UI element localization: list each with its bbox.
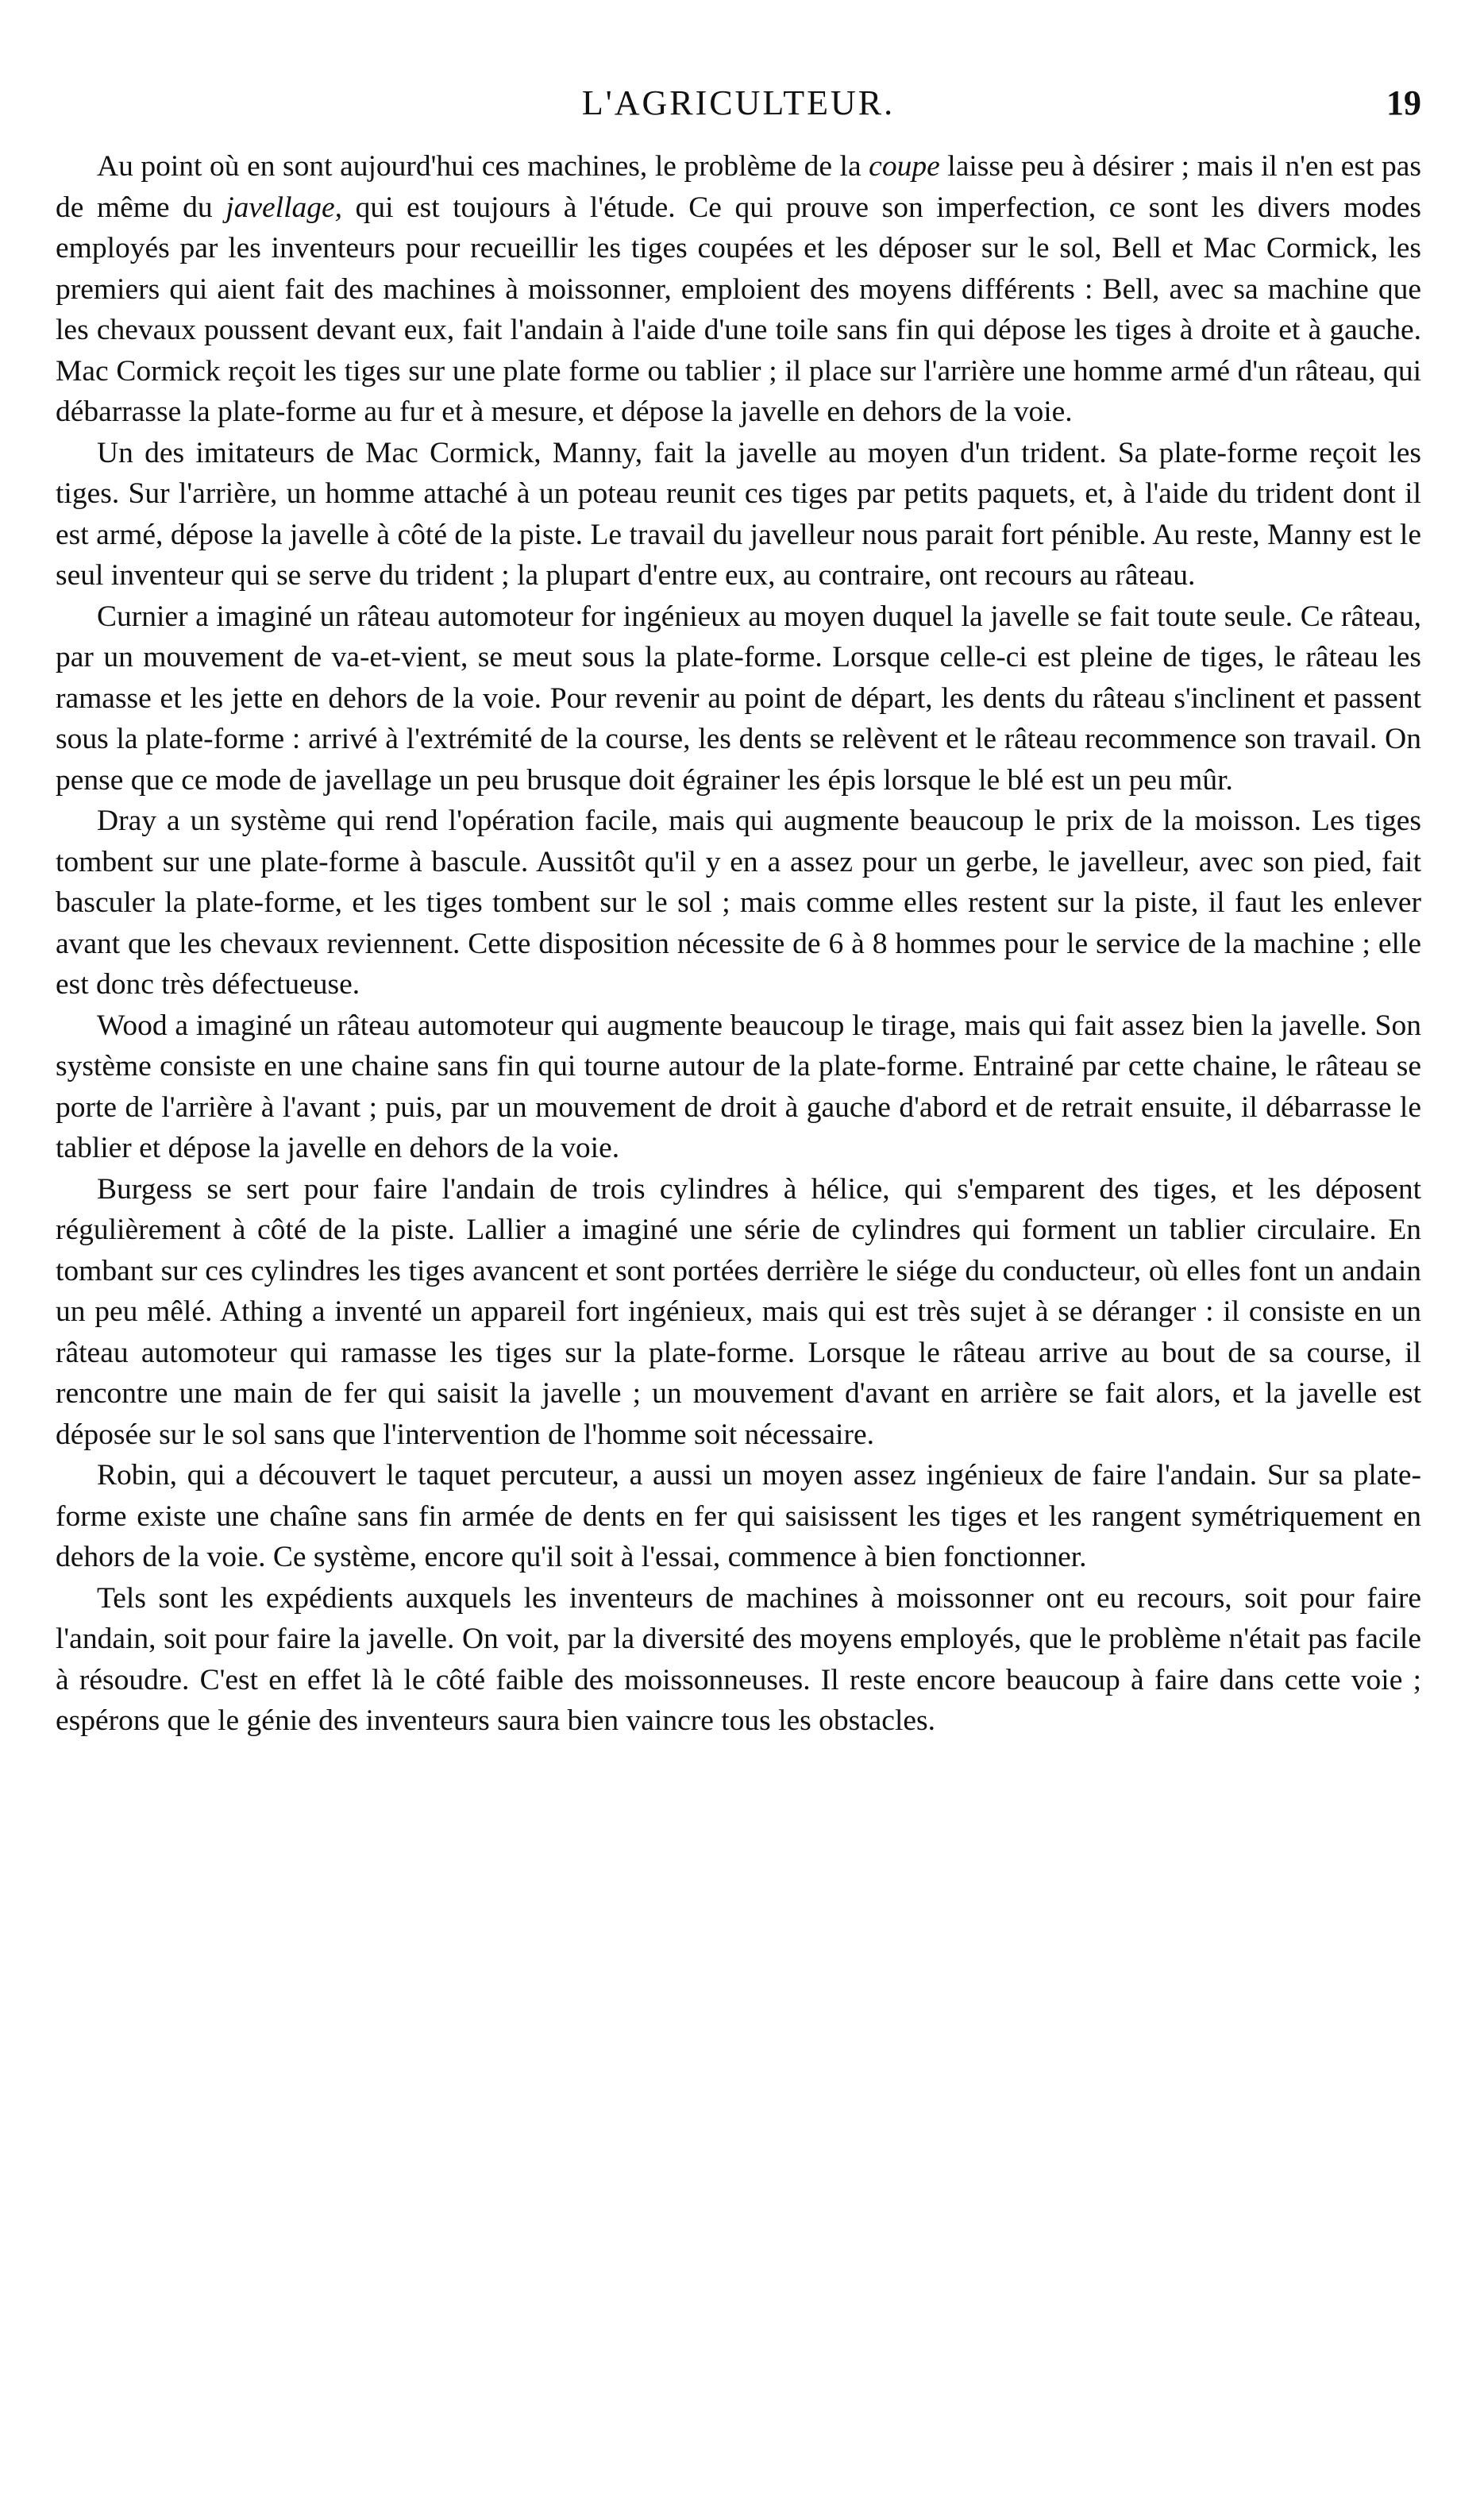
emphasis-javellage: javellage, [225, 191, 343, 224]
paragraph-1-part-b: laisse peu à désirer ; mais il n'en est pas de même du [56, 150, 1421, 224]
paragraph-5: Wood a imaginé un râteau automoteur qui augmente beaucoup le tirage, mais qui fait assez bien la javelle. Son système consiste en une chaine sans fin qui tourne autour de la plate-forme. Entrainé par cette chaine, le râteau se porte de l'arrière à l'avant ; puis, par un mouvement de droit à gauche d'abord et de retrait ensuite, il débarrasse le tablier et dépose la javelle en dehors de la voie. [56, 1009, 1421, 1164]
emphasis-coupe: coupe [869, 150, 940, 183]
paragraph-8: Tels sont les expédients auxquels les inventeurs de machines à moissonner ont eu recours, soit pour faire l'andain, soit pour faire la javelle. On voit, par la diversité des moyens employés, que le problème n'était pas facile à résoudre. C'est en effet là le côté faible des moissonneuses. Il reste encore beaucoup à faire dans cette voie ; espérons que le génie des inventeurs saura bien vaincre tous les obstacles. [56, 1581, 1421, 1737]
page-number: 19 [1386, 83, 1421, 122]
paragraph-1-part-a: Au point où en sont aujourd'hui ces machines, le problème de la [97, 150, 869, 183]
paragraph-7: Robin, qui a découvert le taquet percuteur, a aussi un moyen assez ingénieux de faire l'andain. Sur sa plate-forme existe une chaîne sans fin armée de dents en fer qui saisissent les tiges et les rangent symétriquement en dehors de la voie. Ce système, encore qu'il soit à l'essai, commence à bien fonctionner. [56, 1459, 1421, 1573]
paragraph-4: Dray a un système qui rend l'opération facile, mais qui augmente beaucoup le prix de la moisson. Les tiges tombent sur une plate-forme à bascule. Aussitôt qu'il y en a assez pour un gerbe, le javelleur, avec son pied, fait basculer la plate-forme, et les tiges tombent sur le sol ; mais comme elles restent sur la piste, il faut les enlever avant que les chevaux reviennent. Cette disposition nécessite de 6 à 8 hommes pour le service de la machine ; elle est donc très défectueuse. [56, 805, 1421, 1001]
body-text [56, 146, 1421, 1742]
paragraph-2: Un des imitateurs de Mac Cormick, Manny, fait la javelle au moyen d'un trident. Sa plate-forme reçoit les tiges. Sur l'arrière, un homme attaché à un poteau reunit ces tiges par petits paquets, et, à l'aide du trident dont il est armé, dépose la javelle à côté de la piste. Le travail du javelleur nous parait fort pénible. Au reste, Manny est le seul inventeur qui se serve du trident ; la plupart d'entre eux, au contraire, ont recours au râteau. [56, 436, 1421, 592]
paragraph-1-part-c: qui est toujours à l'étude. Ce qui prouve son imperfection, ce sont les divers modes employés par les inventeurs pour recueillir les tiges coupées et les déposer sur le sol, Bell et Mac Cormick, les premiers qui aient fait des machines à moissonner, emploient des moyens différents : Bell, avec sa machine que les chevaux poussent devant eux, fait l'andain à l'aide d'une toile sans fin qui dépose les tiges à droite et à gauche. Mac Cormick reçoit les tiges sur une plate forme ou tablier ; il place sur l'arrière une homme armé d'un râteau, qui débarrasse la plate-forme au fur et à mesure, et dépose la javelle en dehors de la voie. [56, 191, 1421, 428]
running-title: L'AGRICULTEUR. [581, 83, 896, 122]
paragraph-3: Curnier a imaginé un râteau automoteur for ingénieux au moyen duquel la javelle se fait toute seule. Ce râteau, par un mouvement de va-et-vient, se meut sous la plate-forme. Lorsque celle-ci est pleine de tiges, le râteau les ramasse et les jette en dehors de la voie. Pour revenir au point de départ, les dents du râteau s'inclinent et passent sous la plate-forme : arrivé à l'extrémité de la course, les dents se relèvent et le râteau recommence son travail. On pense que ce mode de javellage un peu brusque doit égrainer les épis lorsque le blé est un peu mûr. [56, 600, 1421, 797]
running-head [56, 79, 1421, 127]
paragraph-6: Burgess se sert pour faire l'andain de trois cylindres à hélice, qui s'emparent des tiges, et les déposent régulièrement à côté de la piste. Lallier a imaginé une série de cylindres qui forment un tablier circulaire. En tombant sur ces cylindres les tiges avancent et sont portées derrière le siége du conducteur, où elles font un andain un peu mêlé. Athing a inventé un appareil fort ingénieux, mais qui est très sujet à se déranger : il consiste en un râteau automoteur qui ramasse les tiges sur la plate-forme. Lorsque le râteau arrive au bout de sa course, il rencontre une main de fer qui saisit la javelle ; un mouvement d'avant en arrière se fait alors, et la javelle est déposée sur le sol sans que l'intervention de l'homme soit nécessaire. [56, 1172, 1421, 1451]
book-page [56, 79, 1421, 1742]
paragraph-1 [56, 146, 1421, 433]
